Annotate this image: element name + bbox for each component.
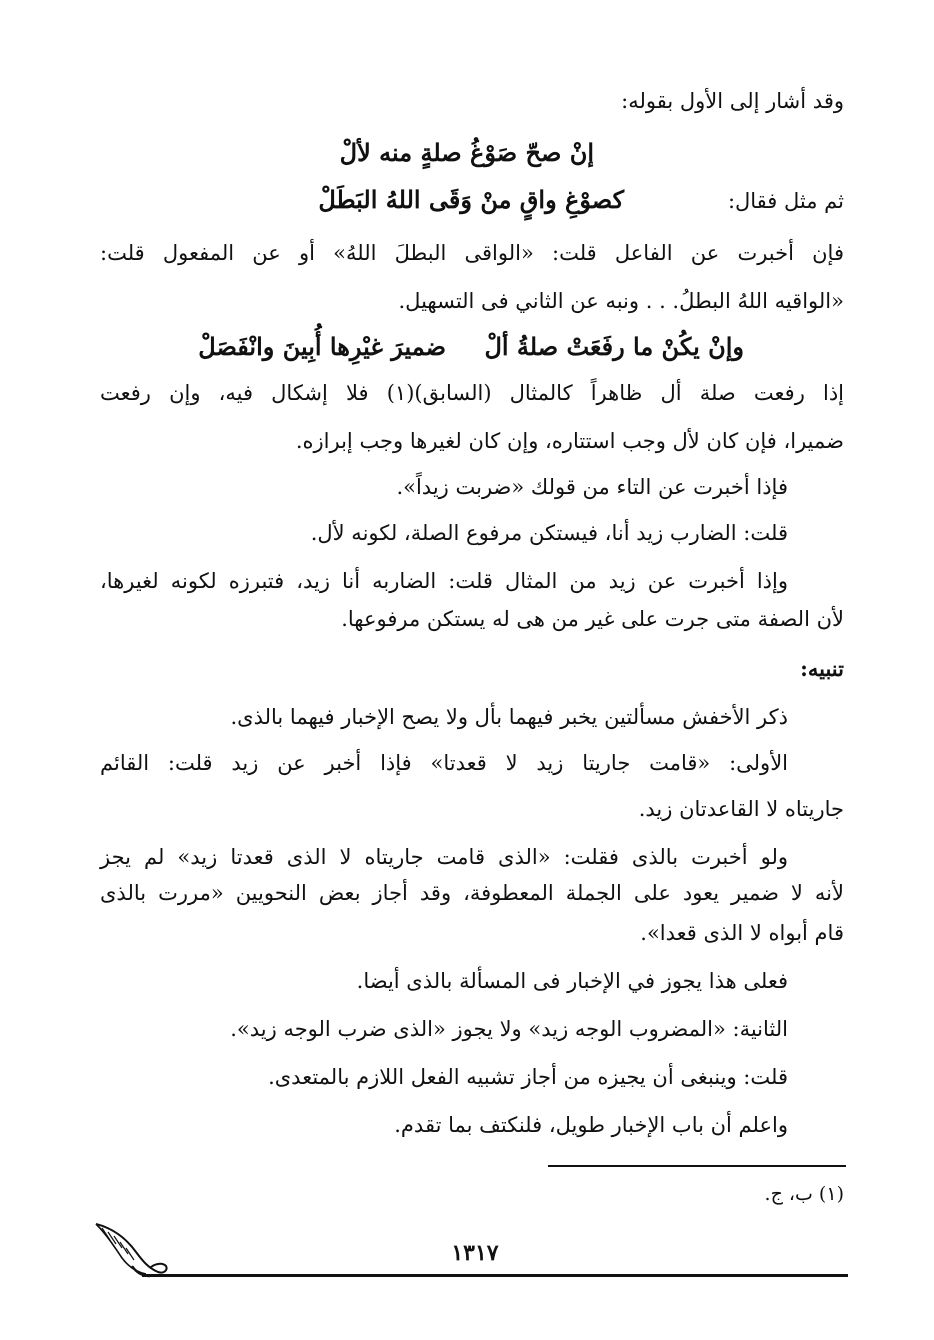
text-line: فإذا أخبرت عن التاء من قولك «ضربت زيداً». xyxy=(396,475,788,499)
text-line: جاريتاه لا القاعدتان زيد. xyxy=(638,797,844,821)
text-line: قلت: وينبغى أن يجيزه من أجاز تشبيه الفعل اللازم بالمتعدى. xyxy=(268,1065,788,1089)
text-line: فإن أخبرت عن الفاعل قلت: «الواقى البطلَ اللهُ» أو عن المفعول قلت: xyxy=(100,241,844,265)
verse-hemistich-left: ضميرَ غيْرِها أُبِينَ وانْفَصَلْ xyxy=(198,332,446,361)
text-line: الثانية: «المضروب الوجه زيد» ولا يجوز «الذى ضرب الوجه زيد». xyxy=(230,1017,788,1041)
page-number: ١٣١٧ xyxy=(451,1240,499,1266)
text-line: قلت: الضارب زيد أنا، فيستكن مرفوع الصلة، لكونه لأل. xyxy=(310,521,788,545)
text-line: قام أبواه لا الذى قعدا». xyxy=(640,921,844,945)
bottom-rule xyxy=(142,1274,848,1277)
text-line: ثم مثل فقال: xyxy=(727,189,844,213)
text-line: لأنه لا ضمير يعود على الجملة المعطوفة، وقد أجاز بعض النحويين «مررت بالذى xyxy=(100,881,844,905)
text-line: وإذا أخبرت عن زيد من المثال قلت: الضاربه أنا زيد، فتبرزه لكونه لغيرها، xyxy=(100,569,788,593)
footnote: (١) ب، ج. xyxy=(764,1183,844,1205)
verse-hemistich-right: وإنْ يكُنْ ما رفَعَتْ صلةُ ألْ xyxy=(484,332,744,361)
text-line: ضميرا، فإن كان لأل وجب استتاره، وإن كان لغيرها وجب إبرازه. xyxy=(295,429,844,453)
quill-pen-icon xyxy=(92,1218,172,1282)
text-line: إذا رفعت صلة أل ظاهراً كالمثال (السابق)(١) فلا إشكال فيه، وإن رفعت xyxy=(100,381,845,405)
text-line: وقد أشار إلى الأول بقوله: xyxy=(621,89,844,113)
text-line: فعلى هذا يجوز في الإخبار فى المسألة بالذى أيضا. xyxy=(356,969,788,993)
section-heading: تنبيه: xyxy=(800,656,844,681)
text-line: واعلم أن باب الإخبار طويل، فلنكتف بما تقدم. xyxy=(394,1113,788,1137)
text-line: الأولى: «قامت جاريتا زيد لا قعدتا» فإذا أخبر عن زيد قلت: القائم xyxy=(100,751,789,775)
footnote-divider xyxy=(548,1165,846,1167)
verse-line: كصوْغِ واقٍ منْ وَقَى اللهُ البَطَلْ xyxy=(318,185,624,214)
text-line: لأن الصفة متى جرت على غير من هى له يستكن مرفوعها. xyxy=(341,607,844,631)
text-line: ولو أخبرت بالذى فقلت: «الذى قامت جاريتاه لا الذى قعدتا زيد» لم يجز xyxy=(100,845,788,869)
text-line: «الواقيه اللهُ البطلُ. . . ونبه عن الثاني فى التسهيل. xyxy=(398,289,844,313)
verse-line: إنْ صحّ صَوْغُ صلةٍ منه لألْ xyxy=(339,138,594,167)
text-line: ذكر الأخفش مسألتين يخبر فيهما بأل ولا يصح الإخبار فيهما بالذى. xyxy=(230,705,788,729)
